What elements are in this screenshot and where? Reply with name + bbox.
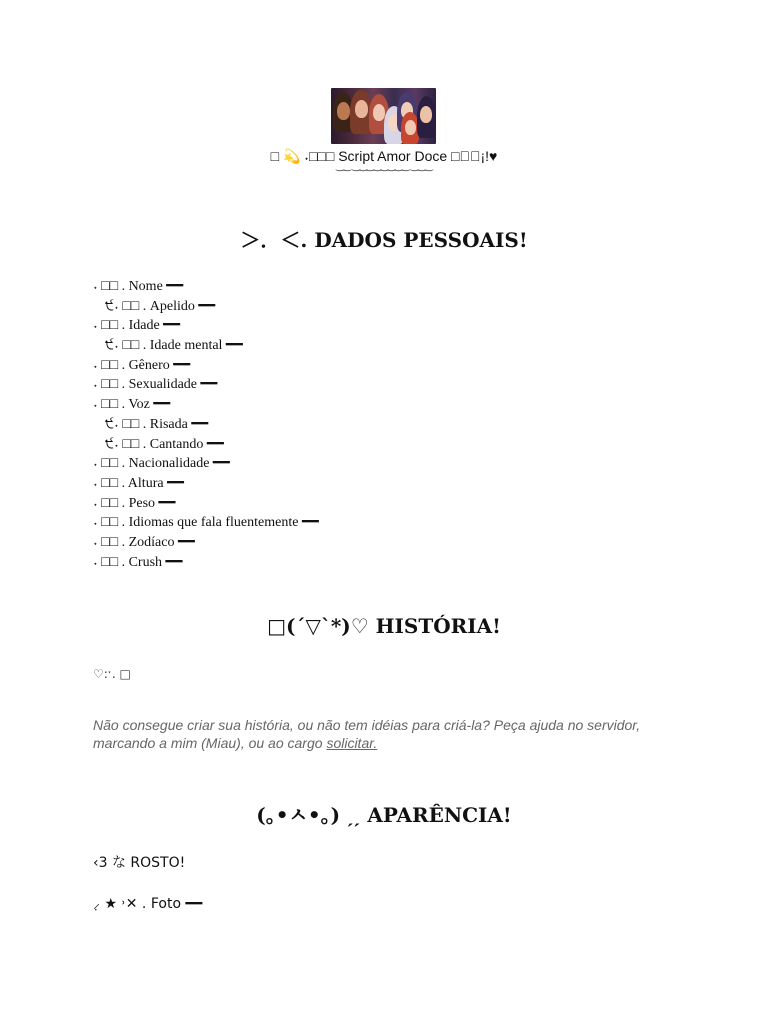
history-help-text: Não consegue criar sua história, ou não tem idéias para criá-la? Peça ajuda no servidor, marcando a mim (Miau), ou ao cargo bbox=[93, 717, 641, 751]
foto-field: ⸝̣ ★ ˒✕ . Foto ━━ bbox=[93, 896, 203, 912]
header-underline-decoration: ‿‿ ‿‿‿‿‿‿‿‿ ‿‿‿ bbox=[336, 161, 432, 172]
list-item: ˖ □□ . Sexualidade ━━ bbox=[93, 377, 218, 393]
history-decoration: ♡:ˑ. □ bbox=[93, 667, 131, 681]
header-line: □ 💫 ˖□□□ Script Amor Doce □⋆⃝¡!♥ bbox=[270, 148, 498, 164]
rosto-label: ‹3 な ROSTO! bbox=[93, 855, 186, 871]
list-item: ˖ □□ . Gênero ━━ bbox=[93, 357, 191, 373]
list-item: ˖ □□ . Altura ━━ bbox=[93, 475, 184, 491]
list-item: ˖ □□ . Zodíaco ━━ bbox=[93, 534, 195, 550]
section-title-aparencia: (｡•ㅅ•｡) ˏˏ APARÊNCIA! bbox=[256, 803, 512, 827]
list-item: ˖ □□ . Crush ━━ bbox=[93, 554, 183, 570]
list-item: ˖ □□ . Voz ━━ bbox=[93, 397, 171, 413]
character-group-banner bbox=[331, 88, 436, 144]
section-title-historia: □(´▽`*)♡ HISTÓRIA! bbox=[267, 614, 501, 638]
solicitar-link[interactable]: solicitar. bbox=[326, 735, 378, 751]
list-item: ˖ □□ . Nome ━━ bbox=[93, 279, 184, 294]
list-item: ੯˖ □□ . Idade mental ━━ bbox=[105, 338, 243, 354]
list-item: ੯˖ □□ . Cantando ━━ bbox=[105, 436, 224, 452]
list-item: ˖ □□ . Peso ━━ bbox=[93, 495, 176, 511]
list-item: ˖ □□ . Nacionalidade ━━ bbox=[93, 456, 230, 472]
list-item: ੯˖ □□ . Apelido ━━ bbox=[105, 298, 216, 314]
section-title-dados-pessoais: ＞．＜. DADOS PESSOAIS! bbox=[240, 228, 528, 252]
list-item: ˖ □□ . Idade ━━ bbox=[93, 318, 181, 334]
list-item: ˖ □□ . Idiomas que fala fluentemente ━━ bbox=[93, 515, 319, 531]
history-help-note bbox=[93, 716, 683, 752]
list-item: ੯˖ □□ . Risada ━━ bbox=[105, 416, 209, 432]
personal-data-list bbox=[93, 277, 319, 572]
